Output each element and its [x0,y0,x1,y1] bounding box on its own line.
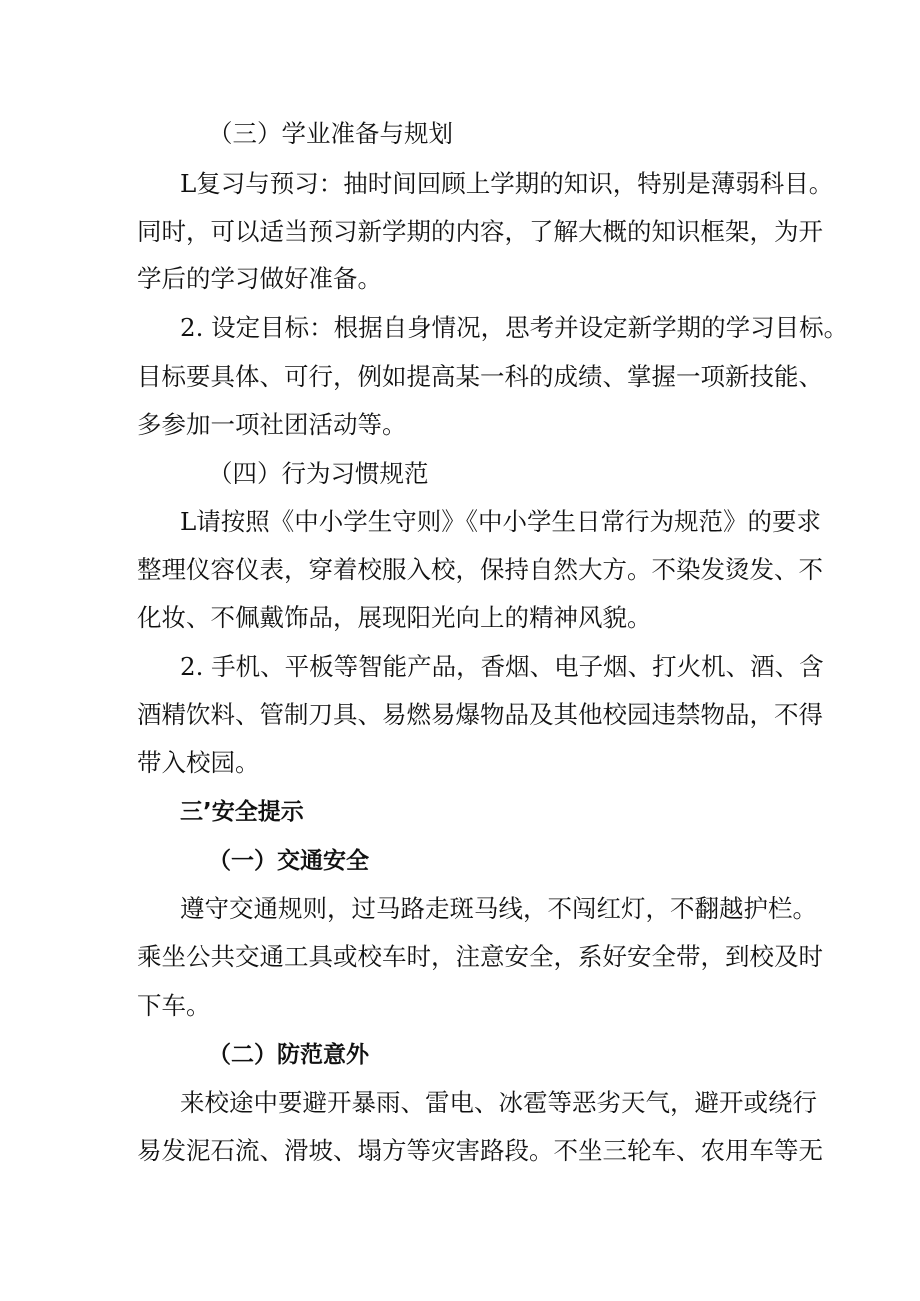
section-heading: （四）行为习惯规范 [208,459,429,488]
paragraph-line: 酒精饮料、管制刀具、易燃易爆物品及其他校园违禁物品，不得 [137,700,823,729]
paragraph-line: 同时，可以适当预习新学期的内容，了解大概的知识框架，为开 [137,217,823,246]
paragraph-line: L复习与预习：抽时间回顾上学期的知识，特别是薄弱科目。 [180,169,834,198]
paragraph-line: 2. 手机、平板等智能产品，香烟、电子烟、打火机、酒、含 [180,652,824,681]
paragraph-line: 整理仪容仪表，穿着校服入校，保持自然大方。不染发烫发、不 [137,555,823,584]
paragraph-line: 学后的学习做好准备。 [137,264,382,293]
paragraph-line: 带入校园。 [137,748,260,777]
section-heading: （三）学业准备与规划 [208,119,453,148]
section-heading: （一）交通安全 [208,848,369,874]
chapter-heading: 三’安全提示 [180,799,304,825]
paragraph-line: 2. 设定目标：根据自身情况，思考并设定新学期的学习目标。 [180,313,849,342]
paragraph-line: L请按照《中小学生守则》《中小学生日常行为规范》的要求 [180,507,822,536]
paragraph-line: 多参加一项社团活动等。 [137,410,407,439]
section-heading: （二）防范意外 [208,1042,369,1068]
paragraph-line: 遵守交通规则，过马路走斑马线，不闯红灯，不翻越护栏。 [180,894,817,923]
paragraph-line: 目标要具体、可行，例如提高某一科的成绩、掌握一项新技能、 [137,362,823,391]
paragraph-line: 化妆、不佩戴饰品，展现阳光向上的精神风貌。 [137,603,652,632]
paragraph-line: 乘坐公共交通工具或校车时，注意安全，系好安全带，到校及时 [137,942,823,971]
paragraph-line: 易发泥石流、滑坡、塌方等灾害路段。不坐三轮车、农用车等无 [137,1136,823,1165]
paragraph-line: 来校途中要避开暴雨、雷电、冰雹等恶劣天气，避开或绕行 [180,1088,817,1117]
paragraph-line: 下车。 [137,991,211,1020]
